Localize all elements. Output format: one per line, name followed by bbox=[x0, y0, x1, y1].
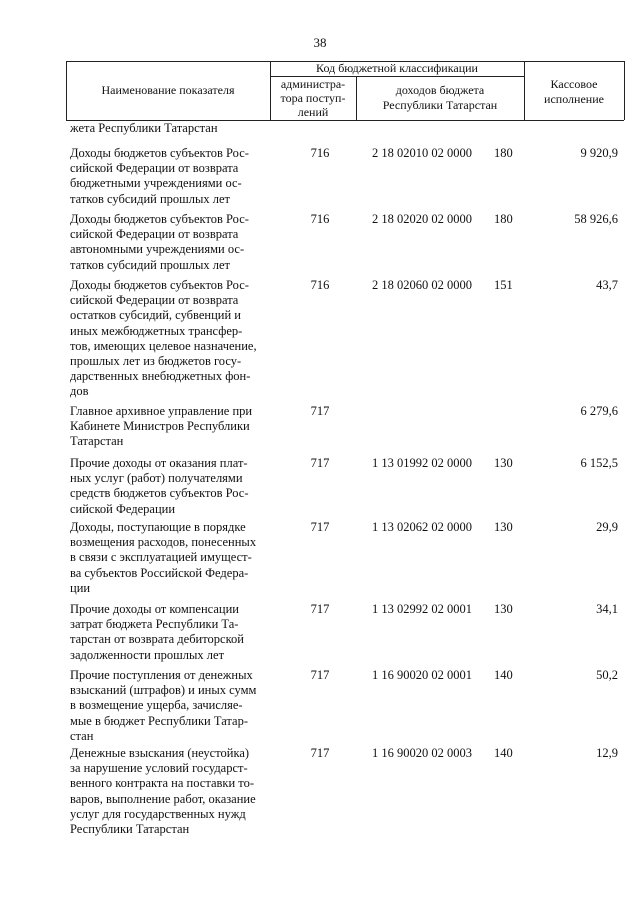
row-amount: 58 926,6 bbox=[574, 212, 618, 226]
row-admin: 717 bbox=[310, 404, 330, 418]
row-amount: 9 920,9 bbox=[580, 146, 618, 160]
row-code: 2 18 02020 02 0000 bbox=[372, 212, 472, 226]
header-revenue: доходов бюджета Республики Татарстан bbox=[382, 83, 498, 112]
row-amount: 34,1 bbox=[596, 602, 618, 616]
header-right-border bbox=[624, 61, 625, 120]
row-amount: 43,7 bbox=[596, 278, 618, 292]
row-name: Главное архивное управление при Кабинете Министров Республики Татарстан bbox=[70, 404, 253, 449]
row-amount: 6 279,6 bbox=[580, 404, 618, 418]
row-amount: 6 152,5 bbox=[580, 456, 618, 470]
row-name: Доходы, поступающие в порядке возмещения расходов, понесенных в связи с эксплуатацией имущест- ва субъектов Российской Федера- ции bbox=[70, 520, 257, 595]
row-subcode: 140 bbox=[494, 746, 513, 760]
row-code: 1 16 90020 02 0003 bbox=[372, 746, 472, 760]
row-subcode: 180 bbox=[494, 146, 513, 160]
row-code: 1 13 02062 02 0000 bbox=[372, 520, 472, 534]
row-subcode: 130 bbox=[494, 456, 513, 470]
row-code: 1 16 90020 02 0001 bbox=[372, 668, 472, 682]
row-admin: 716 bbox=[310, 146, 330, 160]
row-amount: 29,9 bbox=[596, 520, 618, 534]
row-subcode: 180 bbox=[494, 212, 513, 226]
header-admin: администра- тора поступ- лений bbox=[280, 77, 346, 119]
row-name: Прочие поступления от денежных взысканий (штрафов) и иных сумм в возмещение ущерба, зачисляе- мые в бюджет Республики Татар- стан bbox=[70, 668, 257, 743]
row-code: 2 18 02060 02 0000 bbox=[372, 278, 472, 292]
row-admin: 716 bbox=[310, 212, 330, 226]
row-admin: 717 bbox=[310, 668, 330, 682]
row-code: 2 18 02010 02 0000 bbox=[372, 146, 472, 160]
header-budget-code: Код бюджетной классификации bbox=[316, 61, 478, 75]
row-admin: 717 bbox=[310, 746, 330, 760]
row-admin: 716 bbox=[310, 278, 330, 292]
row-admin: 717 bbox=[310, 456, 330, 470]
row-code: 1 13 01992 02 0000 bbox=[372, 456, 472, 470]
row-admin: 717 bbox=[310, 602, 330, 616]
row-subcode: 151 bbox=[494, 278, 513, 292]
row-admin: 717 bbox=[310, 520, 330, 534]
row-code: 1 13 02992 02 0001 bbox=[372, 602, 472, 616]
header-indicator: Наименование показателя bbox=[101, 83, 235, 97]
row-name: Доходы бюджетов субъектов Рос- сийской Федерации от возврата бюджетными учреждениями ос- татков субсидий прошлых лет bbox=[70, 146, 249, 206]
row-name: Денежные взыскания (неустойка) за нарушение условий государст- венного контракта на поставки то- варов, выполнение работ, оказание услуг для государственных нужд Республики Татарстан bbox=[70, 746, 256, 837]
row-subcode: 140 bbox=[494, 668, 513, 682]
row-name: Доходы бюджетов субъектов Рос- сийской Федерации от возврата автономными учреждениями ос- татков субсидий прошлых лет bbox=[70, 212, 249, 272]
row-subcode: 130 bbox=[494, 602, 513, 616]
row-name: Прочие доходы от компенсации затрат бюджета Республики Та- тарстан от возврата дебиторской задолженности прошлых лет bbox=[70, 602, 244, 662]
page-number: 38 bbox=[313, 35, 327, 50]
header-cash-execution: Кассовое исполнение bbox=[544, 77, 604, 106]
row-amount: 12,9 bbox=[596, 746, 618, 760]
row-name: Прочие доходы от оказания плат- ных услуг (работ) получателями средств бюджетов субъектов Рос- сийской Федерации bbox=[70, 456, 249, 516]
row-amount: 50,2 bbox=[596, 668, 618, 682]
row-subcode: 130 bbox=[494, 520, 513, 534]
row-name: Доходы бюджетов субъектов Рос- сийской Федерации от возврата остатков субсидий, субвенций и иных межбюджетных трансфер- тов, имеющих целевое назначение, прошлых лет из бюджетов госу- дарственных внебюджетных фон- дов bbox=[70, 278, 257, 399]
